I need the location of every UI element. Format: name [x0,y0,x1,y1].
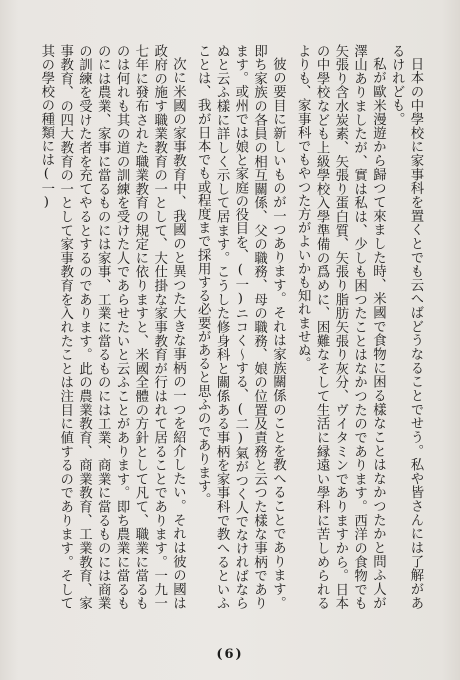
vertical-body-text [20,44,424,610]
paragraph-2: 私が歐米漫遊から歸つて來ました時、米國で食物に困る樣なことはなかつたかと問ふ人が澤山ありましたが、實は私は、少しも困つたことはなかつたのであります。西洋の食物でも矢張り含水炭素、矢張り蛋白質、矢張り脂肪矢張り灰分、ヴイタミンでありますから。日本の中學校なども上級學校入學準備の爲めに、困難なそして生活に縁遠い學科に苦しめられるよりも、家事科でもやつた方がよいかも知れませぬ。 [295,44,386,610]
paragraph-3: 彼の要目に新しいものが一つあります。それは家族關係のことを教へることであります。即ち家族の各員の相互關係、父の職務、母の職務、娘の位置及責務と云つた樣な事柄であります。或州では娘と家庭の役目を、(一)ニコく～する、(二)氣がつく人でなければならぬと云ふ樣に詳しく示して居ます。こうした修身科と關係ある事柄を家事科で教へるといふことは、我が日本でも或程度まで採用する必要があると思ふのであります。 [195,44,286,610]
page-number: (6) [216,647,244,662]
paragraph-4: 次に米國の家事教育中、我國のと異つた大きな事柄の一つを紹介したい。それは彼の國は政府の施す職業教育の一として、大仕掛な家事教育が行はれて居ることであります。一九一七年に發布された職業教育の規定に依りますと、米國全體の方針として凡て、職業に當るものは何れも其の道の訓練を受けた人であらせたいと云ふことがあります。即ち農業に當るものには農業、家事に當るものには家事、工業に當るものには工業、商業に當るものには商業の訓練を受けた者を充てやるとするのであります。此の農業教育、商業教育、工業教育、家事教育、の四大教育の一として家事教育を入れたことは注目に値するのであります。そして其の學校の種類には(一) [38,44,186,610]
paragraph-1: 日本の中學校に家事科を置くとでも云へばどうなることでせう。私や皆さんには了解があるけれども。 [389,44,423,610]
